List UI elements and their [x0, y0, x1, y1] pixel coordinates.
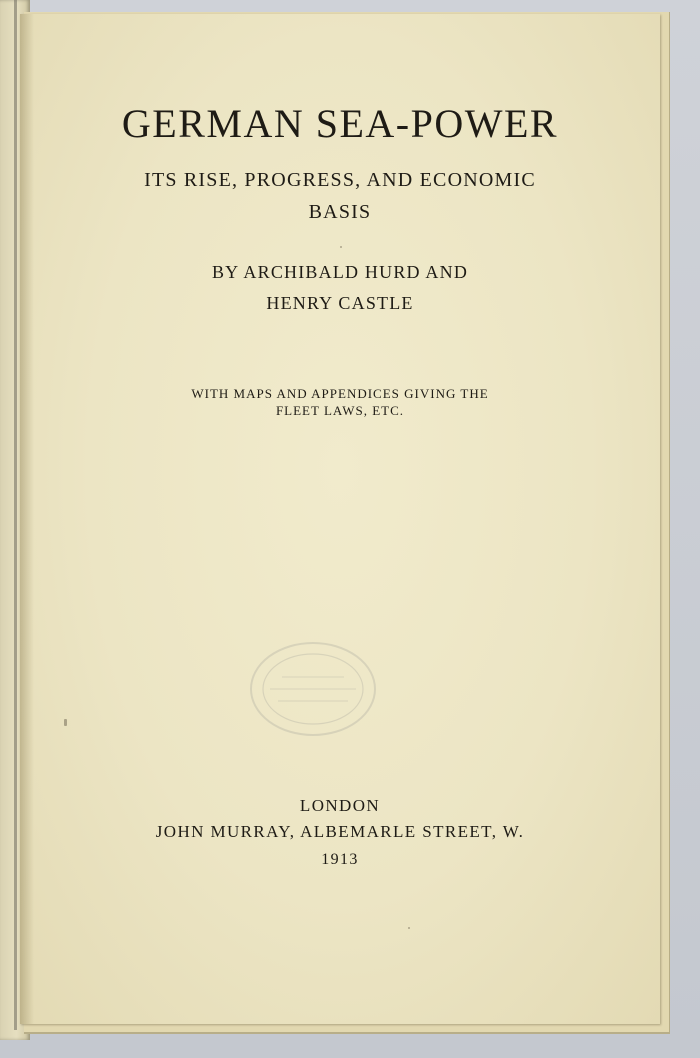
paper-speck: [408, 927, 410, 929]
maps-note-line-2: FLEET LAWS, ETC.: [275, 403, 405, 418]
title-page: [20, 14, 660, 1024]
spine-edge: [14, 0, 17, 1030]
book-title: GERMAN SEA-POWER: [121, 101, 559, 146]
library-stamp-icon: [248, 639, 378, 739]
subtitle-line-1: ITS RISE, PROGRESS, AND ECONOMIC: [144, 169, 536, 191]
authors-line-2: HENRY CASTLE: [266, 293, 414, 313]
authors-line-1: BY ARCHIBALD HURD AND: [211, 262, 469, 282]
paper-speck: [64, 719, 67, 726]
imprint-city: LONDON: [299, 796, 381, 815]
imprint-year: 1913: [321, 851, 359, 868]
paper-speck: [340, 246, 342, 248]
maps-note-line-1: WITH MAPS AND APPENDICES GIVING THE: [191, 386, 489, 401]
imprint-publisher: JOHN MURRAY, ALBEMARLE STREET, W.: [155, 822, 525, 841]
subtitle-line-2: BASIS: [308, 201, 372, 223]
